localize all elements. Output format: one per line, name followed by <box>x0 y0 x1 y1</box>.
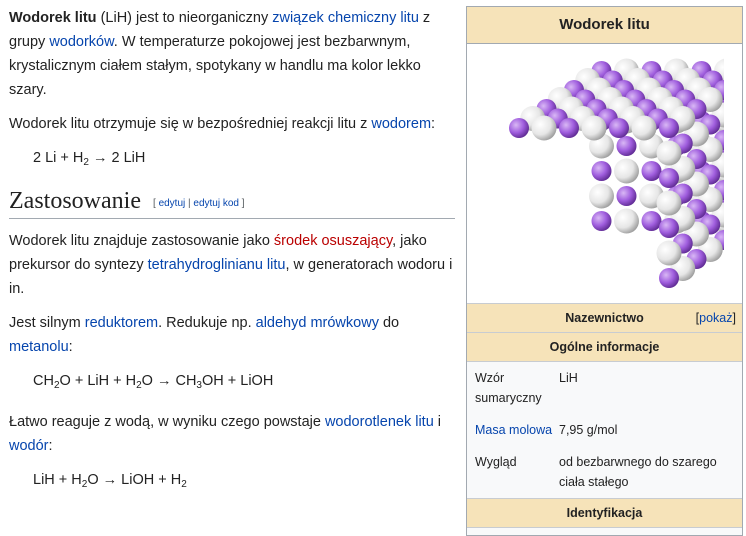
obtain-paragraph: Wodorek litu otrzymuje się w bezpośredniej reakcji litu z wodorem: <box>9 116 436 132</box>
hydrogen-atom <box>582 116 607 141</box>
hydrogen-atom <box>589 184 614 209</box>
nomenclature-header: Nazewnictwo [pokaż] <box>467 304 742 333</box>
reductor-paragraph: Jest silnym reduktorem. Redukuje np. aldehyd mrówkowy do metanolu: <box>9 315 400 356</box>
lithium-atom <box>509 118 529 138</box>
water-paragraph: Łatwo reaguje z wodą, w wyniku czego powstaje wodorotlenek litu i wodór: <box>9 414 442 455</box>
row-value: od bezbarwnego do szarego ciała stałego <box>559 455 717 489</box>
lithium-atom <box>617 186 637 206</box>
hydrogen-atom <box>614 209 639 234</box>
link-lithium-aluminium-hydride[interactable]: tetrahydroglinianu litu <box>147 257 286 274</box>
link-molar-mass[interactable]: Masa molowa <box>475 423 553 437</box>
link-hydrogen[interactable]: wodorem <box>371 116 432 132</box>
infobox-row-appearance <box>467 446 742 498</box>
row-value: 7,95 g/mol <box>559 423 618 437</box>
hydrogen-atom <box>657 241 682 266</box>
edit-code-link[interactable]: edytuj kod <box>193 198 239 210</box>
section-title: Zastosowanie <box>9 188 141 214</box>
crystal-structure-image[interactable] <box>467 44 742 304</box>
lithium-atom <box>659 218 679 238</box>
infobox-row-formula <box>467 362 742 414</box>
link-desiccant[interactable]: środek osuszający <box>273 233 393 250</box>
link-reductor[interactable]: reduktorem <box>84 315 159 332</box>
edit-link[interactable]: edytuj <box>158 198 186 210</box>
intro-paragraph: Wodorek litu (LiH) jest to nieorganiczny związek chemiczny litu z grupy wodorków. W temperaturze pokojowej jest bezbarwnym, krystalicznym ciałem stałym, spotykany w handlu ma kolor lekko szary. <box>9 10 431 98</box>
hydrogen-atom <box>632 116 657 141</box>
lithium-atom <box>609 118 629 138</box>
lithium-atom <box>642 211 662 231</box>
lithium-atom <box>659 268 679 288</box>
article-body <box>9 6 455 509</box>
equation-hydrolysis: LiH + $H_2O$ → LiOH + $H_2$ <box>33 472 187 491</box>
link-hydrogen-gas[interactable]: wodór <box>9 438 49 455</box>
identification-header: Identyfikacja <box>467 498 742 528</box>
link-lithium[interactable]: litu <box>400 10 419 26</box>
lithium-atom <box>559 118 579 138</box>
row-key: Wygląd <box>475 455 517 469</box>
lithium-atom <box>592 161 612 181</box>
lithium-atom <box>642 161 662 181</box>
hydrogen-atom <box>657 141 682 166</box>
link-methanol[interactable]: metanolu <box>9 339 69 356</box>
link-lithium-hydroxide[interactable]: wodorotlenek litu <box>324 414 434 431</box>
article-subject: Wodorek litu <box>9 10 97 26</box>
link-formaldehyde[interactable]: aldehyd mrówkowy <box>255 315 379 332</box>
infobox <box>466 6 743 536</box>
equation-reduction: $CH_2O$ + LiH + $H_2O \to CH_3OH$ + LiOH <box>33 373 274 392</box>
link-chemical-compound[interactable]: związek chemiczny <box>272 10 397 26</box>
show-toggle-link[interactable]: pokaż <box>699 311 733 325</box>
edit-links: [ edytuj | edytuj kod ] <box>153 198 245 210</box>
lih-crystal-lattice-icon <box>489 56 724 296</box>
lithium-atom <box>592 211 612 231</box>
hydrogen-atom <box>614 159 639 184</box>
usage-paragraph: Wodorek litu znajduje zastosowanie jako środek osuszający, jako prekursor do syntezy tetrahydroglinianu litu, w generatorach wodoru i in. <box>9 233 453 298</box>
lithium-atom <box>659 118 679 138</box>
row-value: LiH <box>559 371 578 385</box>
link-hydrides[interactable]: wodorków <box>49 34 114 50</box>
infobox-title: Wodorek litu <box>467 7 742 44</box>
equation-synthesis: 2 $Li + H_2 \to 2$ LiH <box>33 150 146 168</box>
hydrogen-atom <box>532 116 557 141</box>
lithium-atom <box>659 168 679 188</box>
lithium-atom <box>617 136 637 156</box>
hydrogen-atom <box>657 191 682 216</box>
section-heading-usage <box>9 189 455 219</box>
infobox-row-molar-mass <box>467 414 742 446</box>
row-key: Wzór sumaryczny <box>475 371 542 405</box>
general-info-header: Ogólne informacje <box>467 333 742 362</box>
